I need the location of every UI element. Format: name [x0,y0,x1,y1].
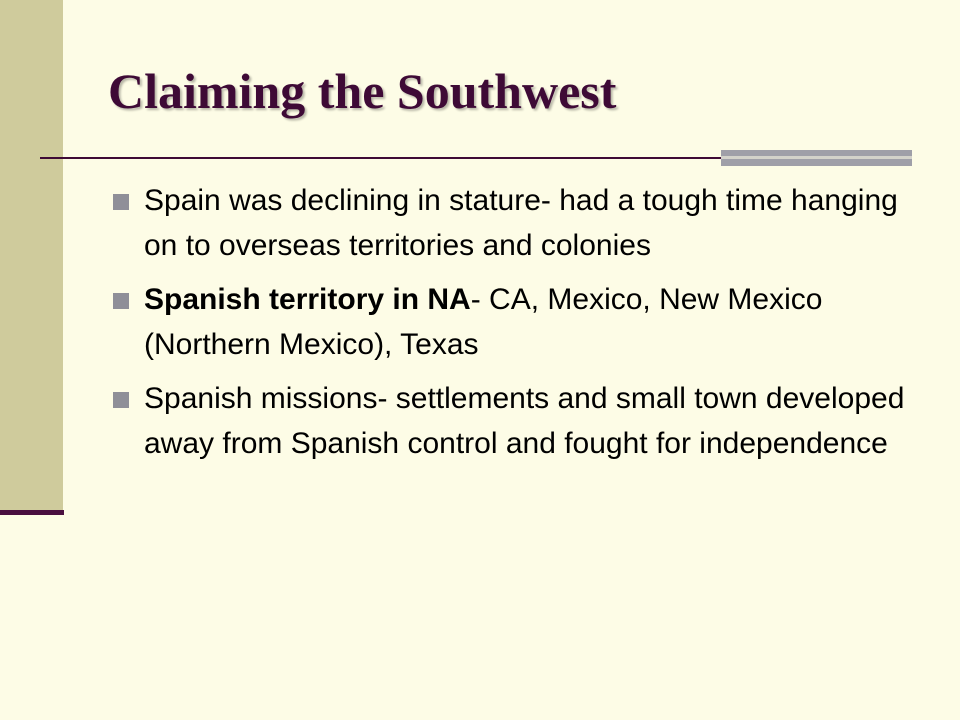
title-divider-accent-inner [721,156,912,159]
bullet-text: Spain was declining in stature- had a tough time hanging on to overseas territories and colonies [144,184,898,262]
bullet-item [110,277,910,367]
side-underline [0,510,64,515]
bullet-text: - CA, Mexico, New Mexico (Northern Mexico), Texas [144,283,823,361]
side-band [0,0,63,512]
slide-title: Claiming the Southwest [108,63,617,119]
square-bullet-icon [113,293,129,309]
bullet-list [110,178,910,475]
bullet-item [110,376,910,466]
square-bullet-icon [113,194,129,210]
bullet-bold-lead: Spanish territory in NA [144,283,471,316]
bullet-text: Spanish missions- settlements and small town developed away from Spanish control and fought for independence [144,382,905,460]
square-bullet-icon [113,392,129,408]
bullet-item [110,178,910,268]
